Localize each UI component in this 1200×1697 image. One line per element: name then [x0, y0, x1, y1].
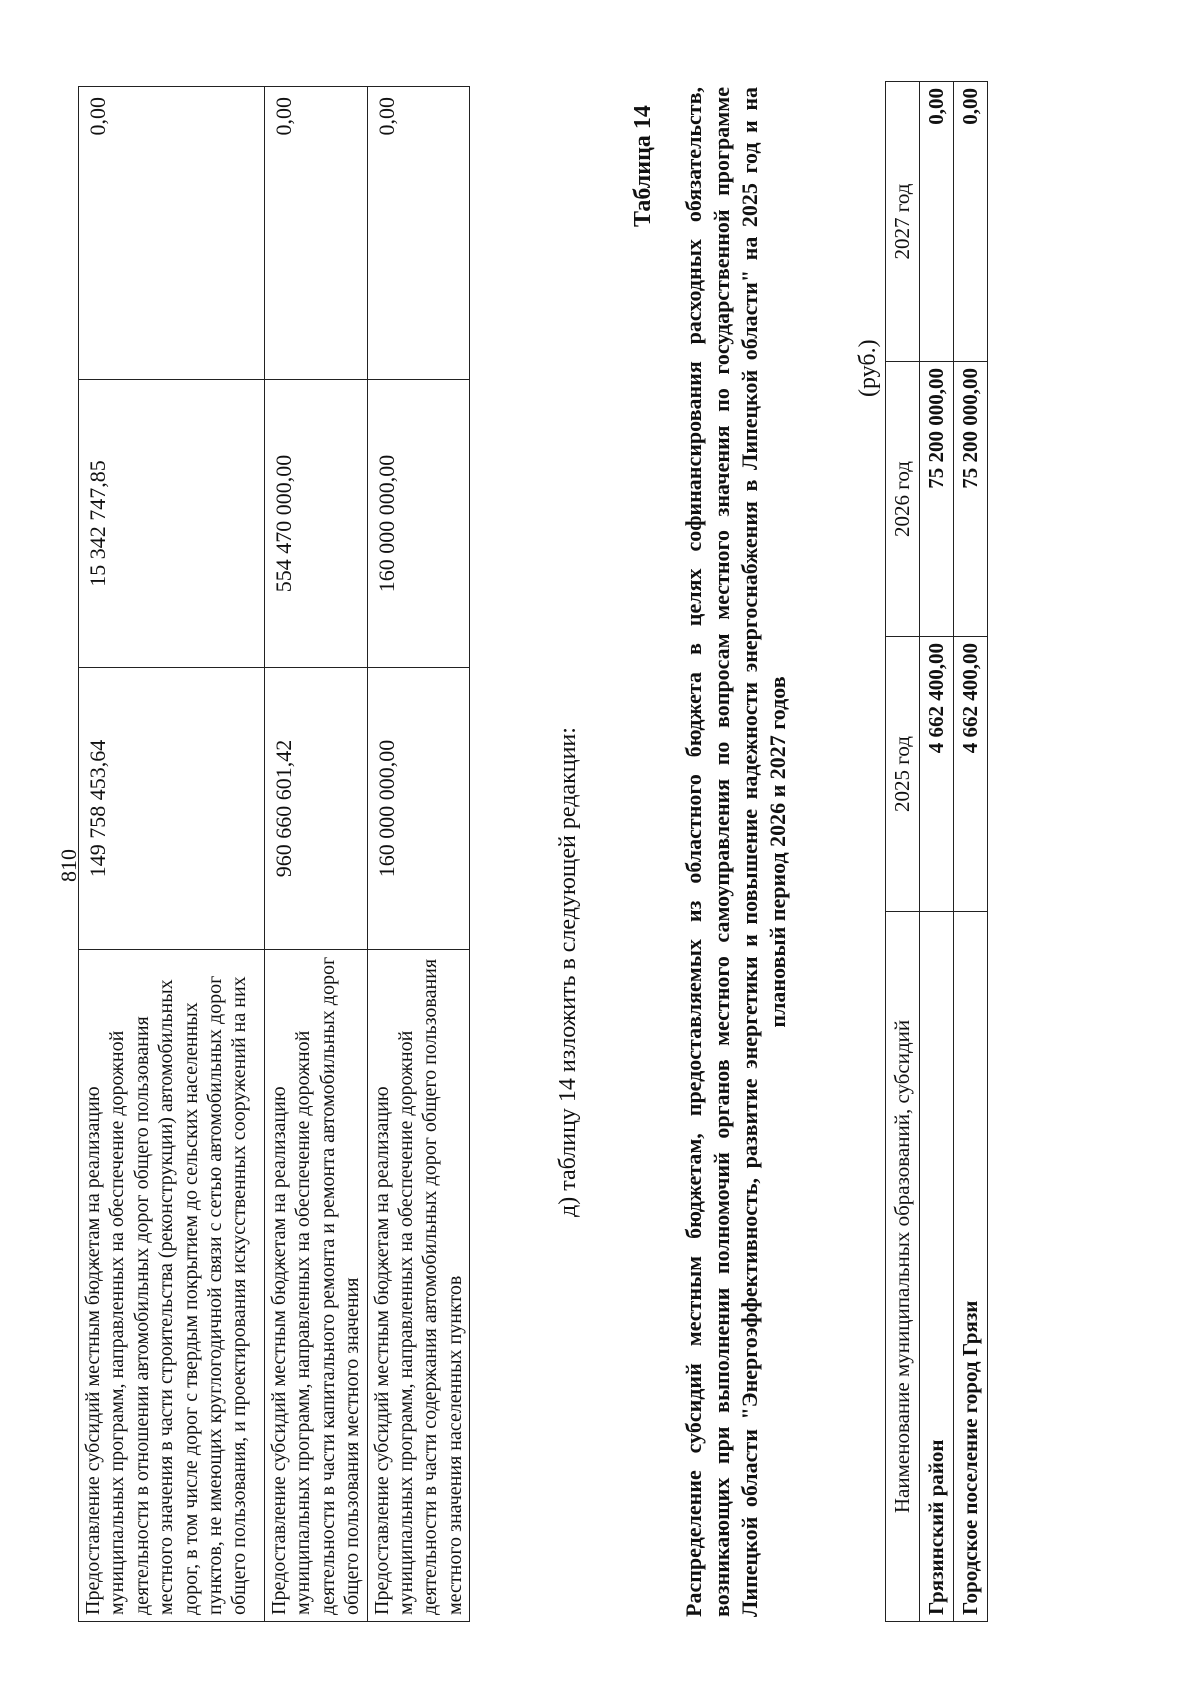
table-14 — [885, 81, 988, 1622]
column-header: 2026 год — [886, 362, 920, 637]
column-header: 2025 год — [886, 637, 920, 912]
amount-2027: 0,00 — [954, 82, 988, 362]
amount-2027: 0,00 — [265, 87, 368, 380]
municipality-name: Грязинский район — [920, 912, 954, 1622]
column-header: Наименование муниципальных образований, субсидий — [886, 912, 920, 1622]
amount-2027: 0,00 — [79, 87, 265, 380]
amount-2026: 15 342 747,85 — [79, 380, 265, 668]
table-row — [954, 82, 988, 1622]
amount-2027: 0,00 — [367, 87, 470, 380]
municipality-name: Городское поселение город Грязи — [954, 912, 988, 1622]
column-header: 2027 год — [886, 82, 920, 362]
table-row — [367, 87, 470, 1622]
page-number: 810 — [56, 849, 81, 882]
amount-2026: 75 200 000,00 — [954, 362, 988, 637]
subsidy-description: Предоставление субсидий местным бюджетам на реализацию муниципальных программ, направленных на обеспечение дорожной деятельности в части содержания автомобильных дорог общего пользования местного значения населенных пунктов — [367, 950, 470, 1622]
amount-2025: 160 000 000,00 — [367, 668, 470, 950]
subsidy-description: Предоставление субсидий местным бюджетам на реализацию муниципальных программ, направленных на обеспечение дорожной деятельности в отношении автомобильных дорог общего пользования местного значения в части строительства (реконструкции) автомобильных дорог, в том числе дорог с твердым покрытием до сельских населенных пунктов, не имеющих круглогодичной связи с сетью автомобильных дорог общего пользования, и проектирования искусственных сооружений на них — [79, 950, 265, 1622]
amount-2025: 960 660 601,42 — [265, 668, 368, 950]
table-row — [920, 82, 954, 1622]
unit-label: (руб.) — [855, 339, 881, 397]
table-row — [79, 87, 265, 1622]
amount-2026: 75 200 000,00 — [920, 362, 954, 637]
amount-2025: 4 662 400,00 — [954, 637, 988, 912]
amount-2025: 149 758 453,64 — [79, 668, 265, 950]
table-row — [265, 87, 368, 1622]
amount-2026: 160 000 000,00 — [367, 380, 470, 668]
table-title: Распределение субсидий местным бюджетам, предоставляемых из областного бюджета в целях софинансирования расходных обязательств, возникающих при выполнении полномочий органов местного самоуправления по вопросам местного значения по государственной программе Липецкой области "Энергоэффективность, развитие энергетики и повышение надежности энергоснабжения в Липецкой области" на 2025 год и на плановый период 2026 и 2027 годов — [681, 87, 791, 1617]
intro-text: д) таблицу 14 изложить в следующей редакции: — [555, 727, 581, 1217]
subsidy-description: Предоставление субсидий местным бюджетам на реализацию муниципальных программ, направленных на обеспечение дорожной деятельности в части капитального ремонта и ремонта автомобильных дорог общего пользования местного значения — [265, 950, 368, 1622]
amount-2025: 4 662 400,00 — [920, 637, 954, 912]
table-number: Таблица 14 — [630, 105, 656, 227]
amount-2026: 554 470 000,00 — [265, 380, 368, 668]
subsidy-table-continued — [78, 86, 470, 1622]
table-header-row — [886, 82, 920, 1622]
amount-2027: 0,00 — [920, 82, 954, 362]
